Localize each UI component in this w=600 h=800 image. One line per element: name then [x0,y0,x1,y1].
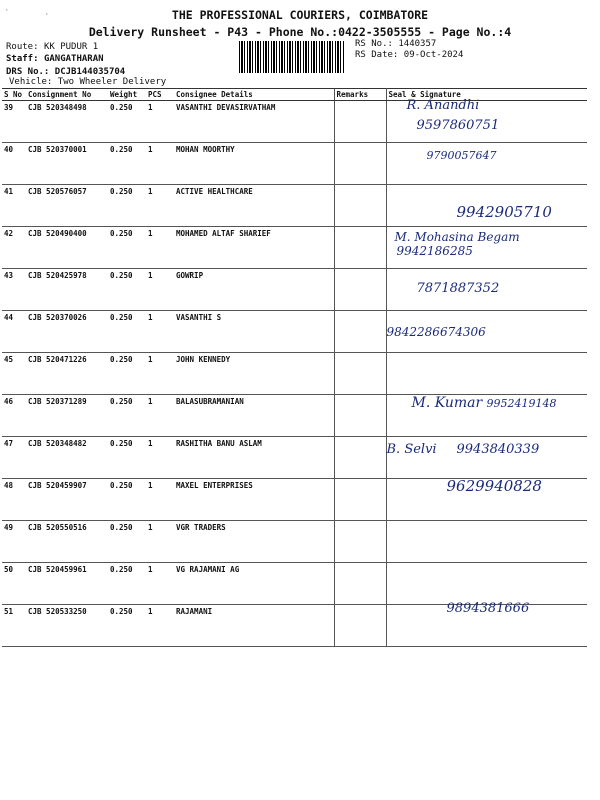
row-remarks [334,185,386,227]
row-consignment-no: CJB 520348498 [26,101,108,143]
handwritten-phone: 9629940828 [446,477,542,495]
table-row [2,185,587,227]
table-row [2,143,587,185]
row-sno: 41 [2,185,26,227]
handwritten-signature: M. Kumar [411,395,483,411]
row-weight: 0.250 [108,227,146,269]
row-pcs: 1 [146,101,174,143]
row-consignee: RASHITHA BANU ASLAM [174,437,334,479]
handwritten-phone: 9597860751 [416,118,500,133]
row-consignee: VASANTHI DEVASIRVATHAM [174,101,334,143]
handwritten-phone: 9842286674306 [386,325,486,339]
row-signature-cell [386,563,587,605]
row-pcs: 1 [146,521,174,563]
table-row [2,269,587,311]
row-signature-cell [386,353,587,395]
row-pcs: 1 [146,605,174,647]
row-pcs: 1 [146,143,174,185]
row-weight: 0.250 [108,437,146,479]
col-weight: Weight [108,89,146,101]
row-signature-cell [386,395,587,437]
row-sno: 51 [2,605,26,647]
row-consignee: MOHAN MOORTHY [174,143,334,185]
row-remarks [334,311,386,353]
row-consignee: VG RAJAMANI AG [174,563,334,605]
table-row [2,227,587,269]
handwritten-signature: B. Selvi [386,442,437,457]
row-remarks [334,395,386,437]
row-pcs: 1 [146,479,174,521]
row-consignee: BALASUBRAMANIAN [174,395,334,437]
row-sno: 42 [2,227,26,269]
row-pcs: 1 [146,311,174,353]
row-consignee: RAJAMANI [174,605,334,647]
table-row [2,521,587,563]
row-remarks [334,605,386,647]
table-row [2,605,587,647]
col-remarks: Remarks [334,89,386,101]
row-pcs: 1 [146,563,174,605]
row-consignee: VASANTHI S [174,311,334,353]
row-consignee: JOHN KENNEDY [174,353,334,395]
table-row [2,395,587,437]
rs-date-line: RS Date: 09-Oct-2024 [355,50,464,60]
row-sno: 49 [2,521,26,563]
row-consignment-no: CJB 520490400 [26,227,108,269]
row-signature-cell [386,601,587,647]
row-weight: 0.250 [108,521,146,563]
col-pcs: PCS [146,89,174,101]
row-sno: 39 [2,101,26,143]
row-weight: 0.250 [108,143,146,185]
row-sno: 45 [2,353,26,395]
runsheet-table [2,88,587,647]
row-consignment-no: CJB 520371289 [26,395,108,437]
row-weight: 0.250 [108,563,146,605]
row-sno: 46 [2,395,26,437]
row-weight: 0.250 [108,269,146,311]
row-consignment-no: CJB 520471226 [26,353,108,395]
row-weight: 0.250 [108,101,146,143]
row-signature-cell [386,479,587,521]
route-line: Route: KK PUDUR 1 [6,42,99,52]
row-signature-cell [386,185,587,227]
row-consignment-no: CJB 520370001 [26,143,108,185]
handwritten-phone: 9952419148 [486,397,557,410]
handwritten-signature: M. Mohasina Begam [394,230,520,244]
row-remarks [334,227,386,269]
row-consignee: GOWRIP [174,269,334,311]
row-consignee: ACTIVE HEALTHCARE [174,185,334,227]
handwritten-phone: 9942905710 [456,203,552,221]
row-sno: 44 [2,311,26,353]
scan-dot: · [44,10,50,20]
company-title: THE PROFESSIONAL COURIERS, COIMBATORE [171,8,429,22]
handwritten-phone: 9943840339 [456,442,540,457]
row-signature-cell [386,227,587,269]
table-row [2,311,587,353]
row-weight: 0.250 [108,605,146,647]
row-signature-cell [386,98,587,143]
col-sno: S No [2,89,26,101]
drs-line: DRS No.: DCJB144035704 [6,67,126,77]
row-weight: 0.250 [108,311,146,353]
row-pcs: 1 [146,185,174,227]
row-weight: 0.250 [108,185,146,227]
table-row [2,437,587,479]
row-consignment-no: CJB 520550516 [26,521,108,563]
table-header-row [2,89,587,101]
row-signature-cell [386,437,587,479]
handwritten-phone: 9894381666 [446,601,530,616]
row-remarks [334,563,386,605]
col-consignee: Consignee Details [174,89,334,101]
row-remarks [334,101,386,143]
handwritten-phone: 9790057647 [426,149,497,162]
row-sno: 40 [2,143,26,185]
row-weight: 0.250 [108,353,146,395]
row-consignment-no: CJB 520370026 [26,311,108,353]
row-consignment-no: CJB 520459907 [26,479,108,521]
row-consignment-no: CJB 520576057 [26,185,108,227]
rs-no-line: RS No.: 1440357 [355,39,437,49]
row-pcs: 1 [146,437,174,479]
table-row [2,101,587,143]
runsheet-subtitle: Delivery Runsheet - P43 - Phone No.:0422-3505555 - Page No.:4 [88,25,512,39]
table-row [2,563,587,605]
row-consignment-no: CJB 520533250 [26,605,108,647]
scan-dot: · [4,6,10,16]
row-remarks [334,353,386,395]
handwritten-phone: 9942186285 [396,244,473,258]
row-pcs: 1 [146,269,174,311]
row-consignee: VGR TRADERS [174,521,334,563]
row-pcs: 1 [146,227,174,269]
row-remarks [334,521,386,563]
row-signature-cell [386,311,587,353]
row-consignment-no: CJB 520348482 [26,437,108,479]
barcode [239,41,345,73]
row-sno: 50 [2,563,26,605]
table-row [2,353,587,395]
row-pcs: 1 [146,353,174,395]
table-row [2,479,587,521]
row-signature-cell [386,143,587,185]
staff-line: Staff: GANGATHARAN [6,54,104,64]
row-remarks [334,269,386,311]
row-sno: 47 [2,437,26,479]
col-signature: Seal & Signature [386,89,587,101]
handwritten-phone: 7871887352 [416,281,500,296]
handwritten-signature: R. Anandhi [406,98,480,113]
row-sno: 43 [2,269,26,311]
row-weight: 0.250 [108,479,146,521]
row-weight: 0.250 [108,395,146,437]
row-signature-cell [386,269,587,311]
row-remarks [334,479,386,521]
row-consignee: MOHAMED ALTAF SHARIEF [174,227,334,269]
row-consignment-no: CJB 520425978 [26,269,108,311]
col-consignment: Consignment No [26,89,108,101]
row-signature-cell [386,521,587,563]
row-consignee: MAXEL ENTERPRISES [174,479,334,521]
row-remarks [334,437,386,479]
row-remarks [334,143,386,185]
vehicle-line: Vehicle: Two Wheeler Delivery [9,77,167,87]
row-sno: 48 [2,479,26,521]
row-pcs: 1 [146,395,174,437]
row-consignment-no: CJB 520459961 [26,563,108,605]
